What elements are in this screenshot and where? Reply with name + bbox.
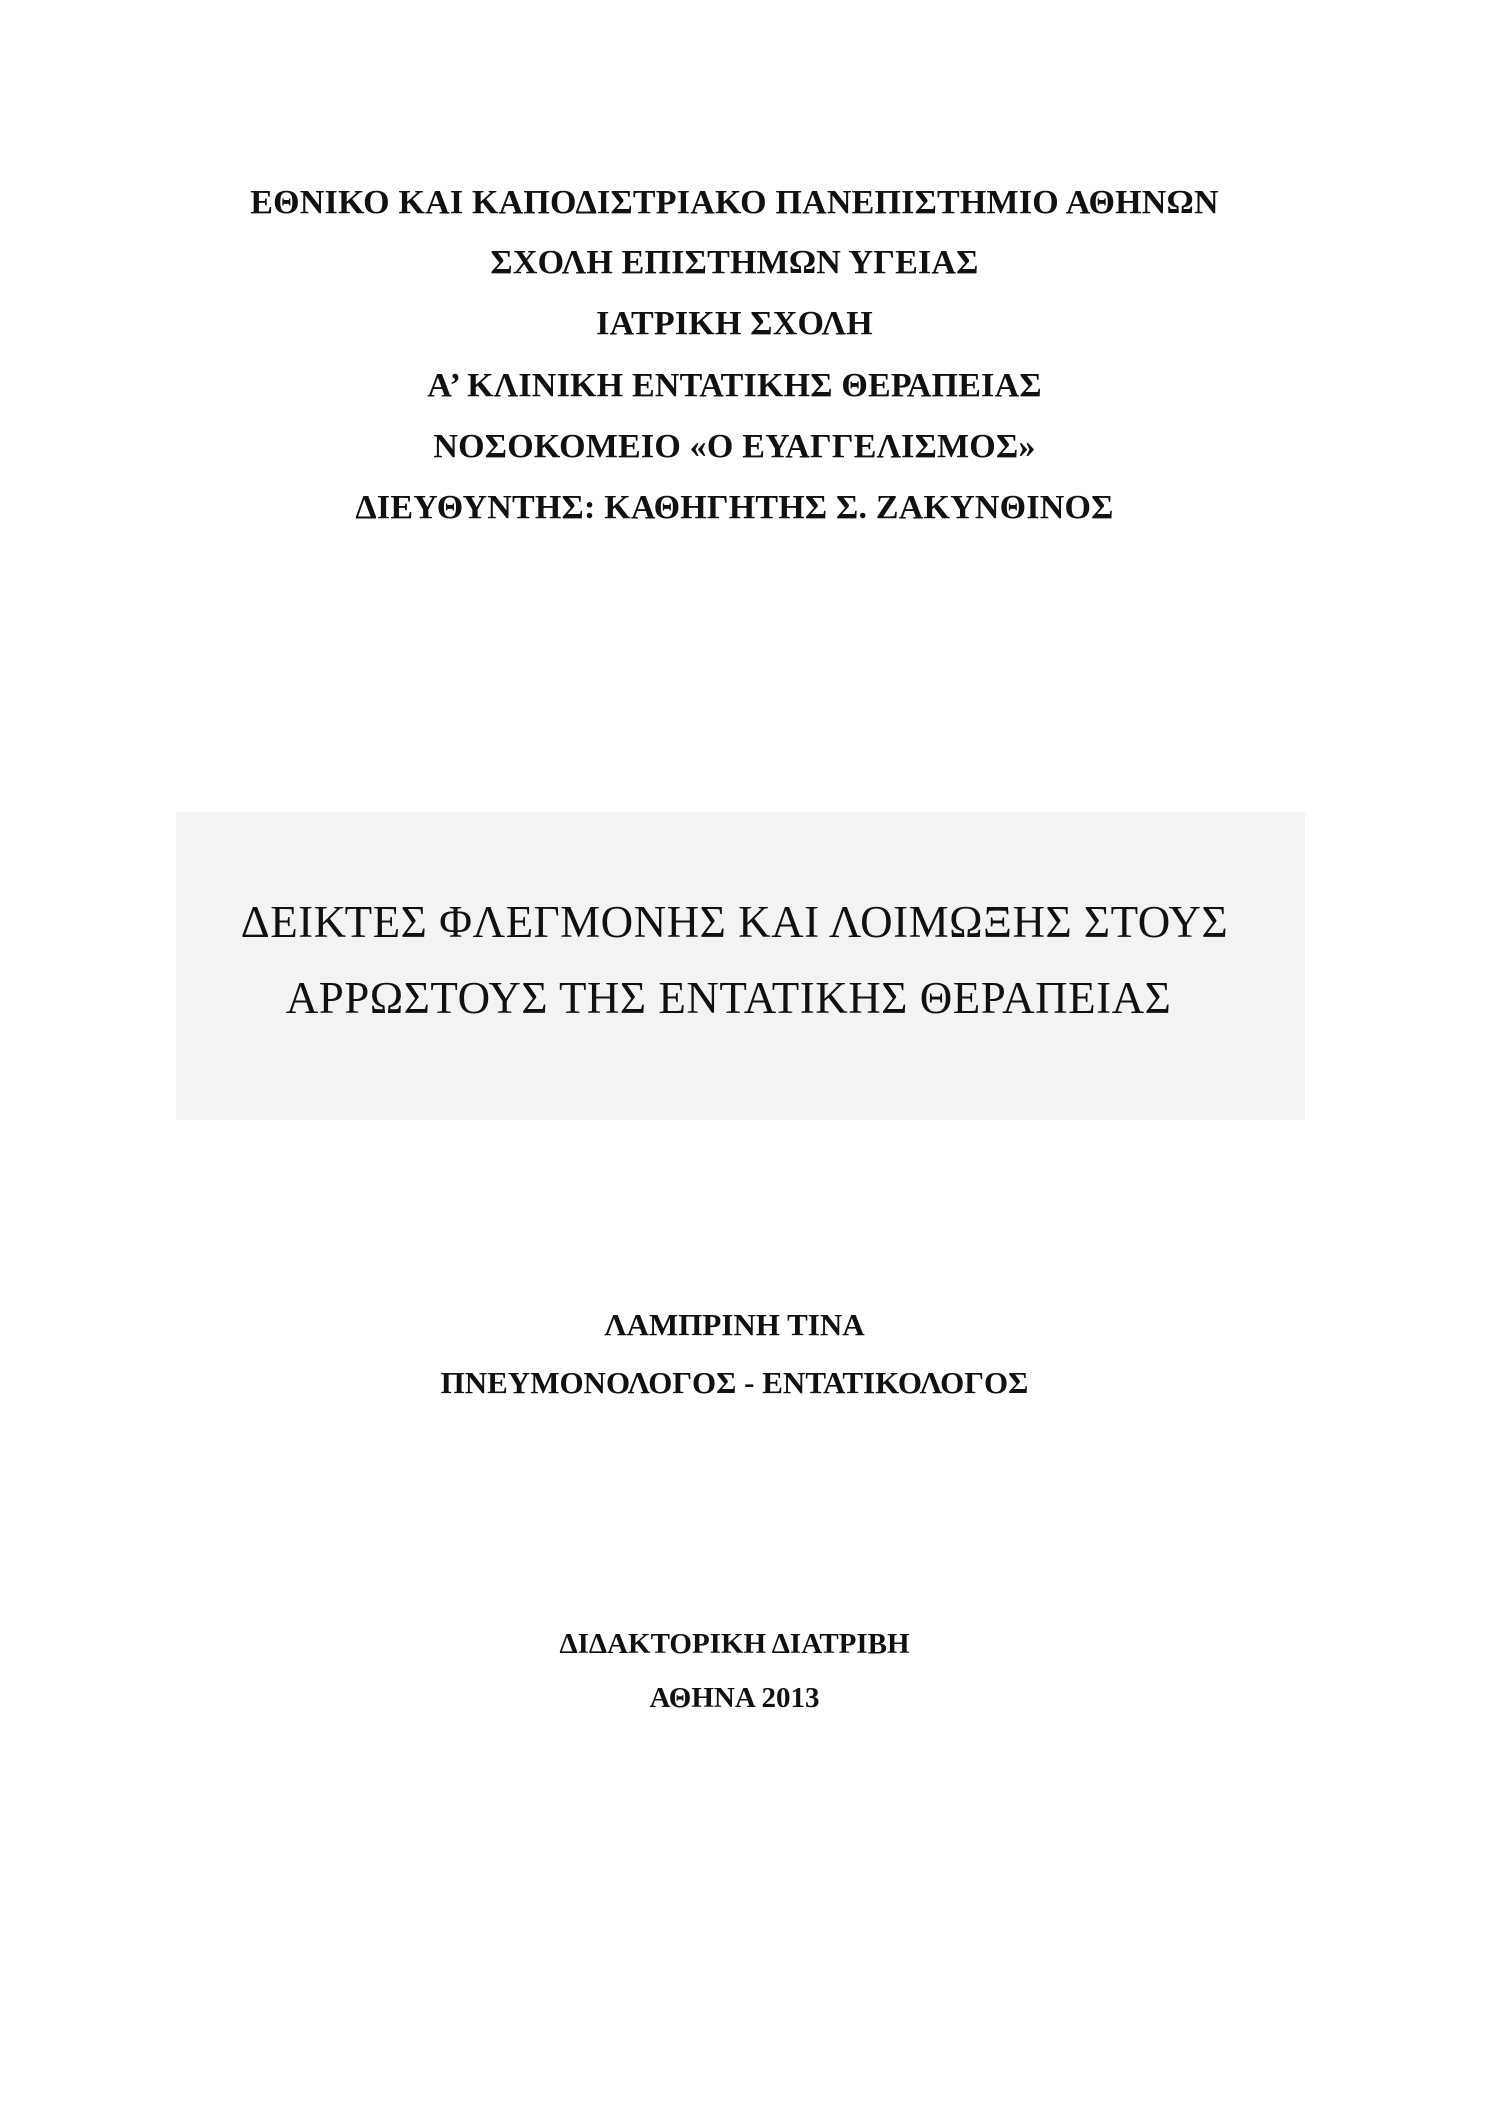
thesis-title-line-1: ΔΕΙΚΤΕΣ ΦΛΕΓΜΟΝΗΣ ΚΑΙ ΛΟΙΜΩΞΗΣ ΣΤΟΥΣ	[240, 897, 1229, 947]
author-specialty: ΠΝΕΥΜΟΝΟΛΟΓΟΣ - ΕΝΤΑΤΙΚΟΛΟΓΟΣ	[440, 1365, 1029, 1400]
title-box	[176, 812, 1305, 1120]
hospital-name: ΝΟΣΟΚΟΜΕΙΟ «Ο ΕΥΑΓΓΕΛΙΣΜΟΣ»	[433, 428, 1036, 465]
author-name: ΛΑΜΠΡΙΝΗ ΤΙΝΑ	[604, 1307, 865, 1342]
school-name: ΣΧΟΛΗ ΕΠΙΣΤΗΜΩΝ ΥΓΕΙΑΣ	[490, 244, 979, 281]
faculty-name: ΙΑΤΡΙΚΗ ΣΧΟΛΗ	[596, 305, 873, 342]
clinic-name: Α’ ΚΛΙΝΙΚΗ ΕΝΤΑΤΙΚΗΣ ΘΕΡΑΠΕΙΑΣ	[427, 367, 1042, 404]
place-year: ΑΘΗΝΑ 2013	[649, 1682, 820, 1714]
university-name: ΕΘΝΙΚΟ ΚΑΙ ΚΑΠΟΔΙΣΤΡΙΑΚΟ ΠΑΝΕΠΙΣΤΗΜΙΟ ΑΘΗΝΩΝ	[250, 184, 1219, 221]
director-line: ΔΙΕΥΘΥΝΤΗΣ: ΚΑΘΗΓΗΤΗΣ Σ. ΖΑΚΥΝΘΙΝΟΣ	[355, 489, 1114, 526]
thesis-title-line-2: ΑΡΡΩΣΤΟΥΣ ΤΗΣ ΕΝΤΑΤΙΚΗΣ ΘΕΡΑΠΕΙΑΣ	[285, 973, 1172, 1023]
document-type: ΔΙΔΑΚΤΟΡΙΚΗ ΔΙΑΤΡΙΒΗ	[559, 1628, 910, 1660]
